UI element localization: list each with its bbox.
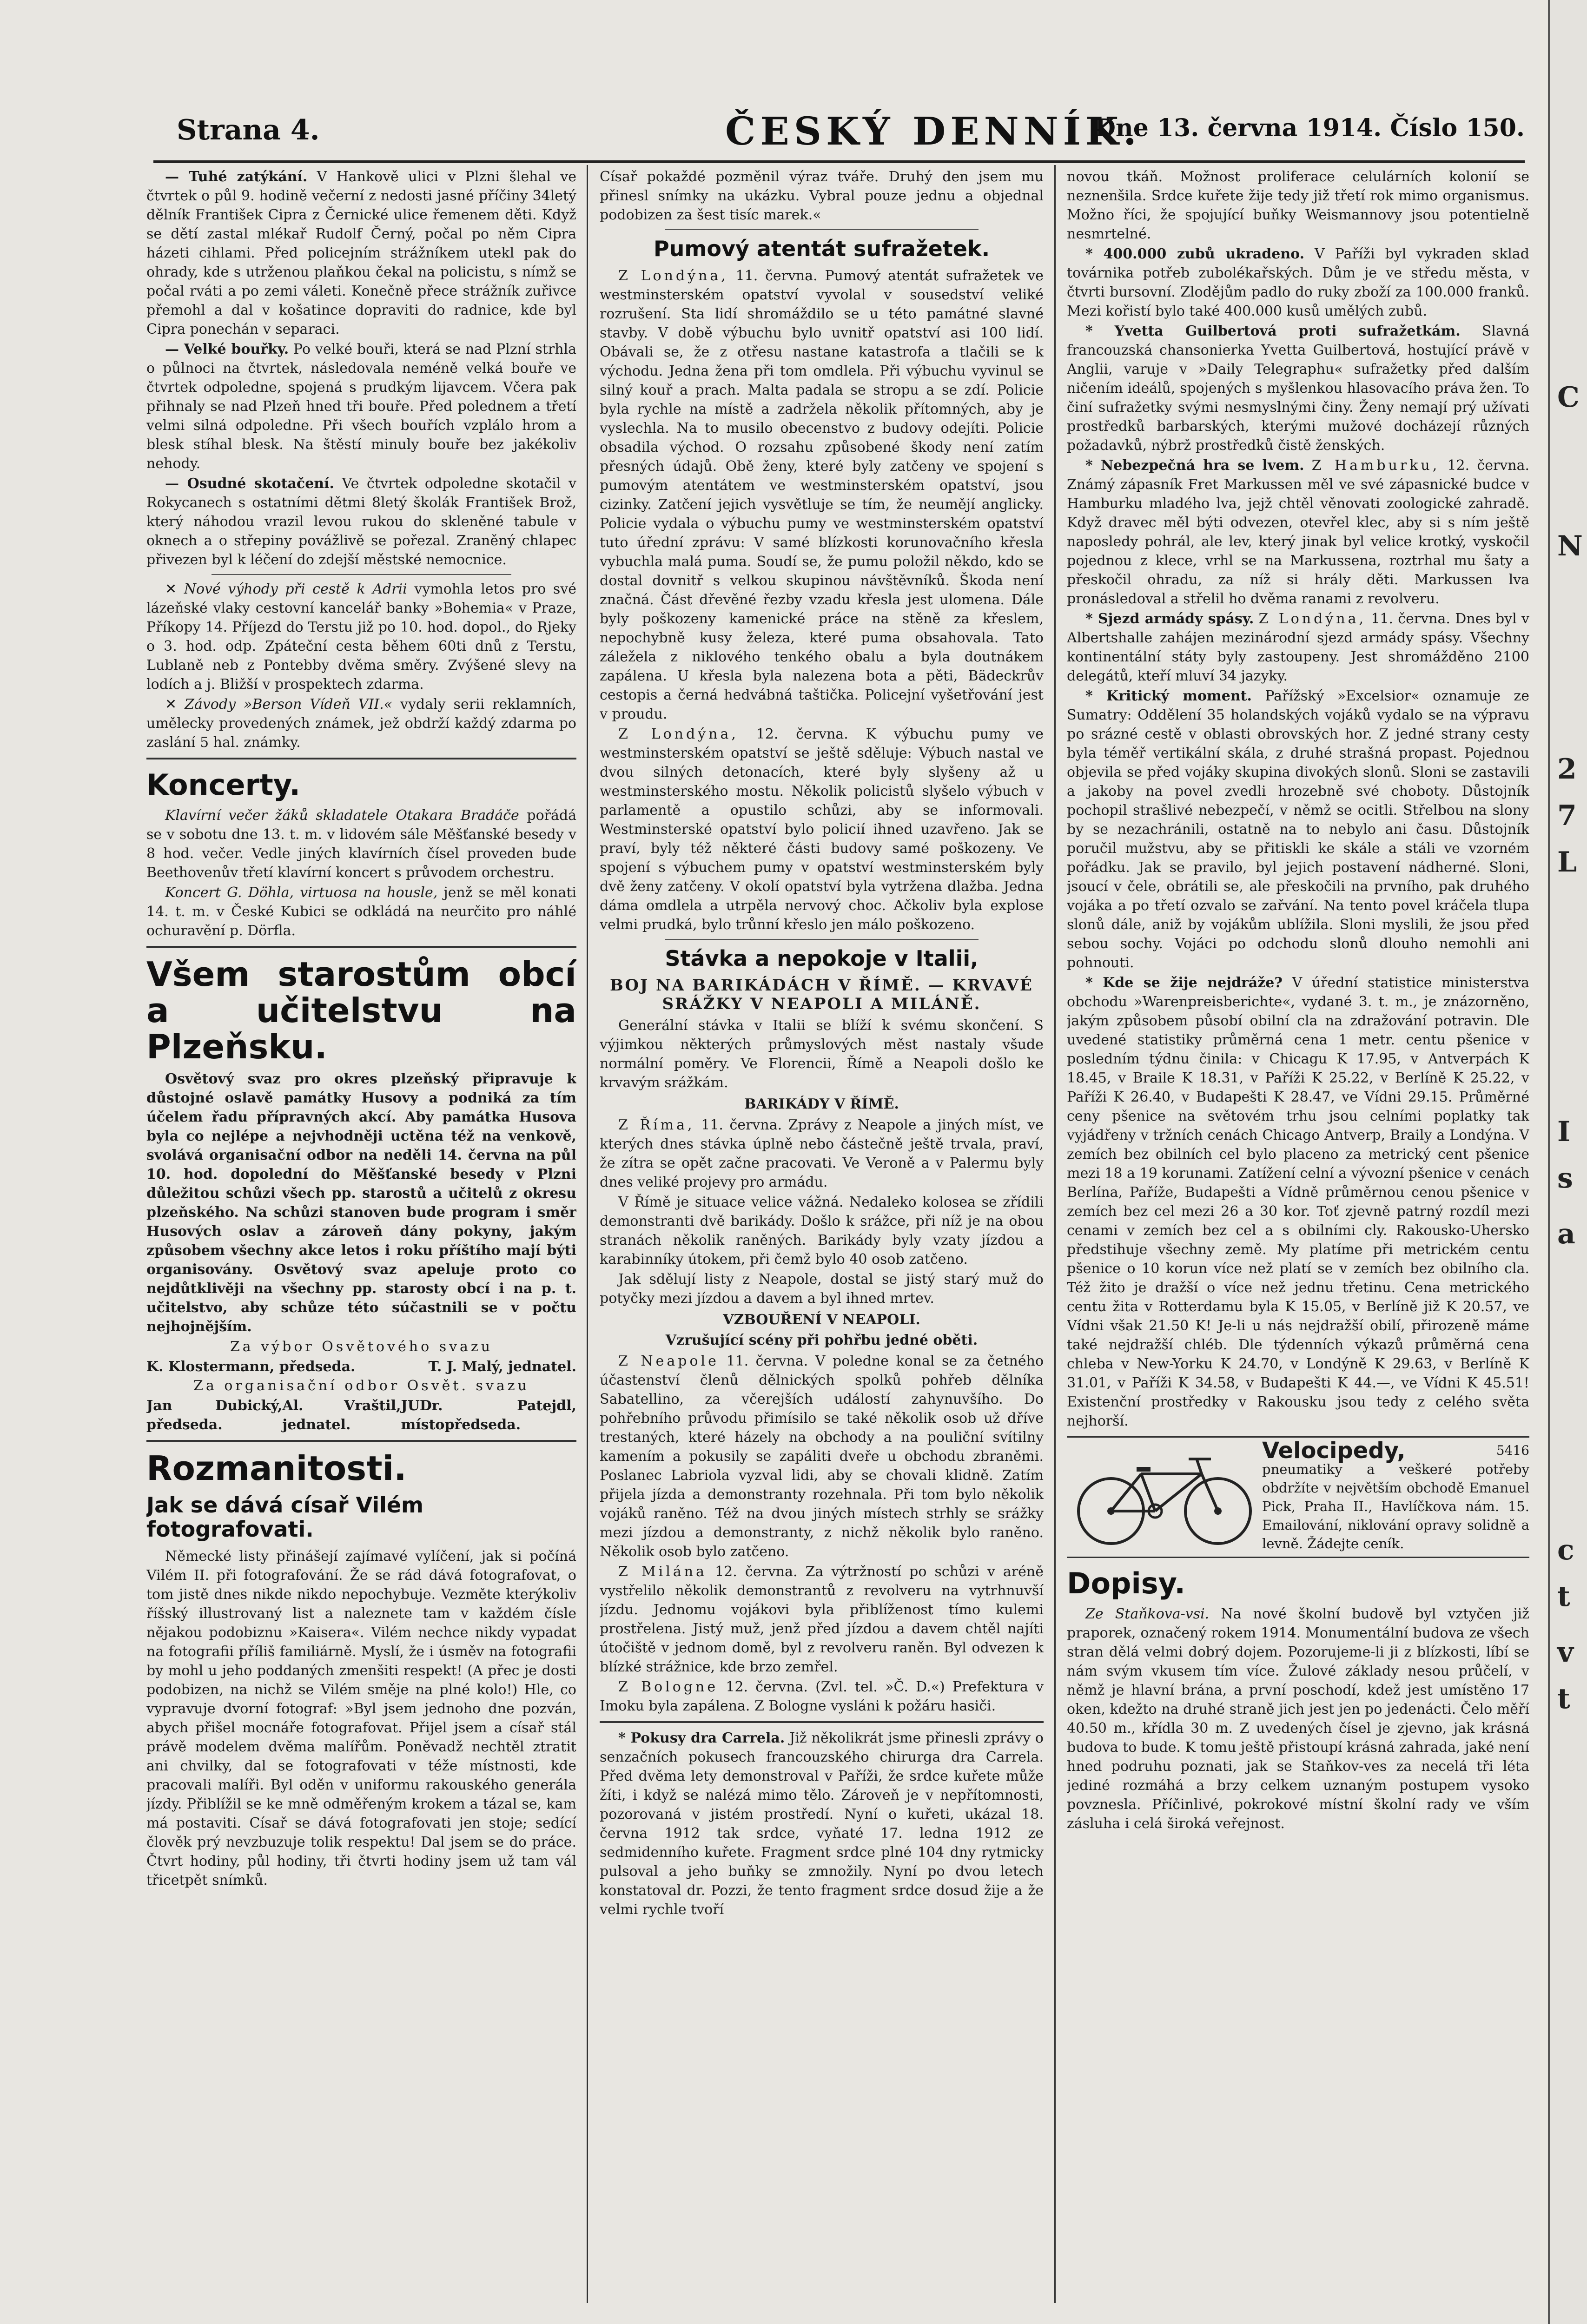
column-divider xyxy=(1054,165,1056,2303)
appeal-text: Osvětový svaz pro okres plzeňský připravuje k důstojné oslavě památky Husovy a podniká za tím účelem řadu přípravných akcí. Aby památka Husova byla co nejlépe a nejvhodněji uctěna též na venkově, svolává organisační odbor na neděli 14. června na půl 10. hod. dopolední do Měšťanské besedy v Plzni důležitou schůzi všech pp. starostů a učitelů z okresu plzeňského. Na schůzi stanoven bude program i směr Husových oslav a zároveň dány pokyny, jakým způsobem všechny akce letos i roku příštího mají býti organisovány. Osvětový svaz apeluje proto co nejdůtklivěji na všechny pp. starosty obcí i na p. t. učitelstvo, aby schůze této súčastnili se v počtu nejhojnějším. xyxy=(146,1071,576,1335)
edge-letter: c xyxy=(1557,1534,1574,1566)
article-headline: Jak se dává císař Vilém fotografovati. xyxy=(146,1492,423,1542)
article-subheadline: BOJ NA BARIKÁDÁCH V ŘÍMĚ. — KRVAVÉ SRÁŽKY V NEAPOLI A MILÁNĚ. xyxy=(610,976,1033,1013)
masthead-title: ČESKÝ DENNÍK. xyxy=(725,109,1141,154)
column-divider xyxy=(587,165,588,2303)
signature-row: Jan Dubický, předseda. Al. Vraštil, jednatel. JUDr. Patejdl, místopředseda. xyxy=(146,1398,576,1433)
notice-item: ✕ Nové výhody při cestě k Adrii vymohla letos pro své lázeňské vlaky cestovní kancelář banky »Bohemia« v Praze, Příkopy 14. Příjezd do Terstu již po 10. hod. dopol., do Rjeky o 3. hod. odp. Zpáteční cesta během 60ti dnů z Terstu, Lublaně neb z Pontebby dvěma směry. Zvýšené slevy na lodích a j. Bližší v prospektech zdarma. xyxy=(146,581,576,693)
edge-letter: C xyxy=(1557,381,1580,414)
ad-body: pneumatiky a veškeré potřeby obdržíte v největším obchodě Emanuel Pick, Praha II., Havlíčkova nám. 15. Emailování, niklování opravy solidně a levně. Žádejte ceník. xyxy=(1262,1461,1529,1552)
column-3 xyxy=(1067,167,1529,2305)
article-paragraph: Z Londýna, 12. června. K výbuchu pumy ve westminsterském opatství se ještě sděluje: Výbuch nastal ve dvou silných detonacích, které byly slyšeny až u westminsterského mostu. Několik policistů slyšelo výbuch v parlamentě a opustilo schůzi, aby se informovali. Westminsterské opatství bylo policií ihned uzavřeno. Jak se praví, byly též některé části budovy samé poškozeny. Ve spojení s výbuchem pumy v opatství westminsterském byly dvě ženy zatčeny. V okolí opatství byla vytržena dlažba. Jedna dáma omdlela a utrpěla nervový choc. Ačkoliv byla explose velmi prudká, bylo trůnní křeslo jen málo poškozeno. xyxy=(600,726,1044,933)
section-title-dopisy: Dopisy. xyxy=(1067,1566,1185,1600)
edge-letter: N xyxy=(1557,530,1583,562)
article-continuation: Císař pokaždé pozměnil výraz tváře. Druhý den jsem mu přinesl snímky na ukázku. Vybral pouze jednu a objednal podobizen za šest tisíc marek.« xyxy=(600,169,1044,223)
article-paragraph: Generální stávka v Italii se blíží k svému skončení. S výjimkou některých průmyslových měst nastaly všude normální poměry. Ve Florencii, Římě a Neapoli došlo ke krvavým srážkám. xyxy=(600,1017,1044,1091)
column-2 xyxy=(600,167,1044,2305)
issue-date: Dne 13. června 1914. Číslo 150. xyxy=(1094,114,1525,142)
news-item: — Tuhé zatýkání. V Hankově ulici v Plzni šlehal ve čtvrtek o půl 9. hodině večerní z nedosti jasné příčiny 34letý dělník František Cipra z Černické ulice řemenem děti. Když se dětí zastal mlékař Rudolf Černý, počal po něm Cipra házeti cihlami. Před policejním strážníkem utekl pak do ohrady, kde s utrženou plaňkou čekal na policistu, s nímž se počal rváti a po zemi váleti. Konečně přece strážník zuřivce přemohl a dal v košatince dopraviti do radnice, kde byl Cipra ponechán v separaci. xyxy=(146,169,576,337)
divider xyxy=(146,1440,576,1442)
concert-item: Klavírní večer žáků skladatele Otakara Bradáče pořádá se v sobotu dne 13. t. m. v lidovém sále Měšťanské besedy v 8 hod. večer. Vedle jiných klavírních čísel proveden bude Beethovenův třetí klavírní koncert s průvodem orchestru. xyxy=(146,807,576,881)
edge-letter: t xyxy=(1557,1683,1570,1715)
article-paragraph: Jak sdělují listy z Neapole, dostal se jistý starý muž do potyčky mezi jízdou a davem a byl ihned mrtev. xyxy=(600,1271,1044,1307)
edge-letter: s xyxy=(1557,1162,1573,1195)
section-title-koncerty: Koncerty. xyxy=(146,768,300,802)
edge-letter: a xyxy=(1557,1218,1575,1250)
page-header xyxy=(177,109,1525,156)
article-paragraph: Z Bologne 12. června. (Zvl. tel. »Č. D.«) Prefektura v Imoku byla zapálena. Z Bologne vysláni k požáru hasiči. xyxy=(600,1679,1044,1714)
article-subheadline: VZBOUŘENÍ V NEAPOLI. xyxy=(723,1312,920,1328)
edge-letter: t xyxy=(1557,1580,1570,1613)
news-item: * Nebezpečná hra se lvem. Z Hamburku, 12. června. Známý zápasník Fret Markussen měl ve své zápasnické budce v Hamburku mladého lva, jejž chtěl věnovati zoologické zahradě. Když dravec měl býti odvezen, otevřel klec, aby si s ním ještě naposledy pohrál, ale lev, který jinak byl velice krotký, vyskočil pojednou z klece, vrhl se na Markussena, roztrhal mu šaty a přeskočil ohradu, za níž si hrály děti. Markussen lva pronásledoval a střelil ho dvěma ranami z revolveru. xyxy=(1067,457,1529,607)
news-item: * Pokusy dra Carrela. Již několikrát jsme přinesli zprávy o senzačních pokusech francouzského chirurga dra Carrela. Před dvěma lety demonstroval v Paříži, že srdce kuřete může žíti, i když se nalézá mimo tělo. Zároveň je v nepřítomnosti, pozorovaná v jistém prostředí. Nyní o kuřeti, ukázal 18. června 1912 tak srdce, vyňaté 17. ledna 1912 ze sedmidenního kuřete. Fragment srdce plné 104 dny rytmicky pulsoval a jeho buňky se zmnožily. Nyní po dvou letech konstatoval dr. Pozzi, že tento fragment srdce dosud žije a že velmi rychle tvoří xyxy=(600,1730,1044,1918)
ad-text-block xyxy=(1262,1438,1529,1553)
article-paragraph: Z Milána 12. června. Za výtržností po schůzi v aréně vystřelilo několik demonstrantů z revolveru na vytrhnuvší jízdu. Jednomu vojákovi byla přiblíženost tímo kulemi prostřelena. Jistý muž, jenž před jízdou a davem chtěl najíti útočiště v jednom domě, byl z revolveru raněn. Byl odvezen k blízké strážnice, kde brzo zemřel. xyxy=(600,1564,1044,1675)
divider xyxy=(665,939,979,940)
ad-number: 5416 xyxy=(1496,1443,1529,1458)
letter-item: Ze Staňkova-vsi. Na nové školní budově byl vztyčen již praporek, označený rokem 1914. Monumentální budova ze všech stran dělá velmi dobrý dojem. Pozorujeme-li ji z blízkosti, líbí se nám svým vkusem tím více. Žulové základy nesou průčelí, v němž je hlavní brána, a první poschodí, kdež jest umístěno 17 oken, kdežto na druhé straně jich jest jen po jedenácti. Čelo měří 40.50 m., křídla 30 m. Z uvedených čísel je zjevno, jak krásná budova to bude. K tomu ještě přistoupí krásná zahrada, jaké není hned podruhu poznati, jak se Staňkov-ves za necelá tři léta jediné rozmáhá a brzy celkem uznaným postupem vysoko povznesla. Příčinlivé, pokrokové místní školní rady ve vším zásluha i celá široká veřejnost. xyxy=(1067,1606,1529,1832)
news-item: * Sjezd armády spásy. Z Londýna, 11. června. Dnes byl v Albertshalle zahájen mezinárodní sjezd armády spásy. Všechny kontinentální státy byly zastoupeny. Jest shromážděno 2100 delegátů, kteří mluví 34 jazyky. xyxy=(1067,611,1529,684)
edge-letter: L xyxy=(1557,846,1577,878)
notice-item: ✕ Závody »Berson Vídeň VII.« vydaly serii reklamních, umělecky provedených známek, jež obdrží každý zdarma po zaslání 5 hal. známky. xyxy=(146,696,576,751)
bicycle-illustration xyxy=(1067,1441,1262,1548)
news-item: * 400.000 zubů ukradeno. V Paříži byl vykraden sklad továrnika potřeb zubolékařských. Dům je ve středu města, v čtvrti bursovní. Zlodějům padlo do ruky zboží za 100.000 franků. Mezi kořistí bylo také 400.000 kusů umělých zubů. xyxy=(1067,246,1529,319)
adjacent-page-edge xyxy=(1548,0,1587,2324)
news-item: * Kde se žije nejdráže? V úřední statistice ministerstva obchodu »Warenpreisberichte«, vydané 3. t. m., je znázorněno, jakým způsobem působí obilní cla na zdražování potravin. Dle uvedené statistiky průměrná cena 1 metr. centu pšenice v posledním týdnu činila: v Chicagu K 17.95, v Antverpách K 18.45, v Braile K 18.31, v Paříži K 25.22, v Berlíně K 25.22, v Paříži K 26.40, v Budapešti K 28.47, ve Vídni 29.15. Průměrné ceny pšenice na světovém trhu jsou celními poplatky tak vyjádřeny v tržních cenách Chicago Antverp, Braily a Londýna. V zemích bez obilních cel bylo placeno za metrický cent pšenice mezi 18 a 19 korunami. Zatížení celní a vývozní pšenice v cenách Berlína, Paříže, Budapešti a Vídně průměrnou cenou pšenice v zemích bez cel mezi 26 a 30 kor. Toť zjevně patrný rozdíl mezi cenami v zemích bez cel a s obilními cly. Rakousko-Uhersko předstihuje všechny země. My platíme při metrickém centu pšenice o 10 korun více než platí se v zemích bez obilního cla. Též žito je dražší o více než jednu třetinu. Cena metrického centu žita v Rotterdamu byla K 15.05, v Berlíně již K 20.57, ve Vídni však 21.50 K! Je-li u nás nejdražší obilí, přirozeně máme také nejdražší chléb. Dle týdenních výkazů průměrná cena chleba v New-Yorku K 24.70, v Londýně K 29.63, v Berlíně K 31.01, v Paříži K 34.58, v Budapešti K 44.—, ve Vídni K 45.51! Existenční prostředky v Rakousku jsou tedy z celého světa nejhorší. xyxy=(1067,975,1529,1429)
signature-label: Za organisační odbor Osvět. svazu xyxy=(193,1378,529,1394)
divider xyxy=(600,1721,1044,1723)
edge-letter: I xyxy=(1557,1116,1571,1148)
appeal-title: Všem starostům obcí a učitelstvu na Plzeňsku. xyxy=(146,955,576,1066)
ad-title: Velocipedy, xyxy=(1262,1438,1406,1464)
signature-row: K. Klostermann, předseda. T. J. Malý, jednatel. xyxy=(146,1359,576,1375)
article-text: Německé listy přinášejí zajímavé vylíčení, jak si počíná Vilém II. při fotografování. Že se rád dává fotografovat, o tom jistě dnes nikde nikdo nepochybuje. Vezměte kterýkoliv říšský illustrovaný list a naleznete tam v každém čísle nějakou podobiznu »Kaisera«. Vilém nechce nikdy vypadat na fotografii příliš familiárně. Myslí, že i úsměv na fotografii by mohl u jeho poddaných zmenšiti respekt! (A přec je dosti podobizen, na nichž se Vilém směje na plné kolo!) Hle, co vypravuje dvorní fotograf: »Byl jsem jednoho dne pozván, abych přišel mocnáře fotografovat. Přijel jsem a císař stál právě modelem dvěma malířům. Poněvadž nechtěl ztratit ani chvilky, dal se fotografovati v téže místnosti, kde pracovali malíři. Byl oděn v uniformu rakouského generála jízdy. Přiblížil se ke mně odměřeným krokem a tázal se, kam má postaviti. Císař se dává fotografovati jen stoje; sedící člověk prý nevzbuzuje tolik respektu! Dal jsem se do práce. Čtvrt hodiny, půl hodiny, tři čtvrti hodiny jsem už tam vál třicetpět snímků. xyxy=(146,1548,576,1888)
divider xyxy=(146,946,576,948)
news-item: — Osudné skotačení. Ve čtvrtek odpoledne skotačil v Rokycanech s ostatními dětmi 8letý školák František Brož, který náhodou vrazil levou rukou do skleněné tabule v oknech a o střepiny povážlivě se pořezal. Zraněný chlapec přivezen byl k léčení do zdejší městské nemocnice. xyxy=(146,475,576,568)
edge-letter: 2 xyxy=(1557,753,1577,786)
news-item: * Kritický moment. Pařížský »Excelsior« oznamuje ze Sumatry: Oddělení 35 holandských vojáků vydalo se na výpravu po srázné cestě v oblasti obrovských hor. Z jedné strany cesty byla téměř vertikální skála, z druhé strašná propast. Pojednou objevila se před vojáky skupina divokých slonů. Sloni se zastavili a jakoby na povel zvedli hrozebně své choboty. Důstojník pochopil strašlivé nebezpečí, v němž se ocitli. Střelbou na slony by se nezachránili, ostatně na to nebylo ani času. Důstojník poručil mužstvu, aby se přitiskli ke skále a stáli ve vzorném pořádku. Jak se pravilo, byl jejich postavení nádherné. Sloni, jsoucí v čele, obrátili se, ale přeskočili na prvního, pak druhého vojáka a po třetí ozvalo se zařvání. Na tento povel kráčela tlupa slonů dále, aniž by vojákům ublížila. Sloni myslili, že jsou před sebou sochy. Vojáci po odchodu slonů dlouho nemohli ani pohnouti. xyxy=(1067,688,1529,971)
divider xyxy=(146,758,576,759)
page-number: Strana 4. xyxy=(177,114,320,146)
article-paragraph: V Římě je situace velice vážná. Nedaleko kolosea se zřídili demonstranti dvě barikády. Došlo k srážce, při níž je na obou stranách několik raněných. Barikády byly vzaty jízdou a karabinníky útokem, při čemž bylo 40 osob zatčeno. xyxy=(600,1194,1044,1268)
article-paragraph: Z Londýna, 11. června. Pumový atentát sufražetek ve westminsterském opatství vyvolal v sousedství veliké rozrušení. Sta lidí shromáždilo se u této památné slavné stavby. V době výbuchu bylo uvnitř opatství asi 100 lidí. Obávali se, že z otřesu nastane katastrofa a tlačili se k východu. Jedna žena při tom omdlela. Při výbuchu vyvinul se silný kouř a prach. Malta padala se stropu a se zdí. Policie byla rychle na místě a zadržela několik přítomných, aby je vyslechla. Na to musilo obecenstvo z budovy odejíti. Policie obsadila východ. O rozsahu způsobené škody není zatím přesných údajů. Obě ženy, které byly zatčeny ve spojení s pumovým atentátem ve westminsterském opatství, jsou cizinky. Zatčení jejich vysvětluje se tím, že neumějí anglicky. Policie vydala o výbuchu pumy ve westminsterském opatství tuto úřední zprávu: V samé blízkosti korunovačního křesla vybuchla malá puma. Soudí se, že pumu položil někdo, kdo se dostal dovnitř s velkou skupinou návštěvníků. Škoda není značná. Část dřevěné řezby vzadu křesla jest ulomena. Dále byly poškozeny kamenické práce na stěně za křeslem, nepochybně kusy železa, které puma obsahovala. Tato záležela z niklového tenkého obalu a byla doutnákem zapálena. U křesla byla nalezena bota a pěti, Bädeckrův cestopis a černá hedvábná taštička. Policejní vyšetřování jest v proudu. xyxy=(600,268,1044,722)
divider xyxy=(212,574,511,575)
article-paragraph: Z Říma, 11. června. Zprávy z Neapole a jiných míst, ve kterých dnes stávka úplně nebo částečně ještě trvala, praví, že zítra se opět začne pracovati. Ve Veroně a v Palermu byly dnes veliké projevy pro armádu. xyxy=(600,1117,1044,1190)
news-item: * Yvetta Guilbertová proti sufražetkám. Slavná francouzská chansonierka Yvetta Guilbertová, hostující právě v Anglii, varuje v »Daily Telegraphu« sufražetky před dalším ničením ideálů, spojených s myšlenkou hlasovacího práva žen. To činí sufražetky svými nesmyslnými činy. Ženy nemají prý užívati prostředků barbarských, kterými mužové docházejí různých požadavků, nýbrž prostředků čistě ženských. xyxy=(1067,323,1529,454)
news-item: — Velké bouřky. Po velké bouři, která se nad Plzní strhla o půlnoci na čtvrtek, následovala neméně velká bouře ve čtvrtek odpoledne, spojená s prudkým lijavcem. Včera pak přihnaly se nad Plzeň hned tři bouře. Před polednem a třetí velmi silná odpoledne. Při všech bouřích vzplálo hrom a blesk stíhal blesk. Na štěstí minuly bouře bez jakékoliv nehody. xyxy=(146,341,576,472)
article-headline: Pumový atentát sufražetek. xyxy=(653,236,990,261)
article-subheadline: Vzrušující scény při pohřbu jedné oběti. xyxy=(665,1332,978,1348)
edge-letter: v xyxy=(1557,1636,1574,1669)
article-continuation: novou tkáň. Možnost proliferace celulárních kolonií se neznenšila. Srdce kuřete žije tedy již třetí rok mimo organismus. Možno říci, že spojující buňky Weismannovy jsou potentielně nesmrtelné. xyxy=(1067,169,1529,242)
concert-item: Koncert G. Döhla, virtuosa na housle, jenž se měl konati 14. t. m. v České Kubici se odkládá na neurčito pro náhlé ochuravění p. Dörfla. xyxy=(146,885,576,939)
bicycle-advertisement xyxy=(1067,1436,1529,1558)
divider xyxy=(665,229,979,230)
edge-letter: 7 xyxy=(1557,799,1577,832)
header-rule xyxy=(153,160,1525,163)
section-title-rozmanitosti: Rozmanitosti. xyxy=(146,1449,407,1488)
column-1 xyxy=(146,167,576,2305)
signature-label: Za výbor Osvětového svazu xyxy=(230,1339,493,1355)
article-paragraph: Z Neapole 11. června. V poledne konal se za četného účastenství členů dělnických spolků pohřeb dělníka Sabatellino, za včerejších událostí zahynuvšího. Do pohřebního průvodu přimísilo se také několik osob už dříve trestaných, které házely na obchody a na pouliční svítilny kamením a pokusily se zapáliti dveře u obchodu zbraněmi. Poslanec Labriola vyzval lidi, aby se chovali klidně. Zatím přijela jízda a demonstranty rozehnala. Při tom bylo několik vojáků raněno. Též na dvou jiných místech strhly se srážky mezi jízdou a demonstranty, z nichž několik bylo raněno. Několik osob bylo zatčeno. xyxy=(600,1353,1044,1560)
article-subheadline: BARIKÁDY V ŘÍMĚ. xyxy=(744,1096,899,1112)
article-headline: Stávka a nepokoje v Italii, xyxy=(665,946,979,971)
